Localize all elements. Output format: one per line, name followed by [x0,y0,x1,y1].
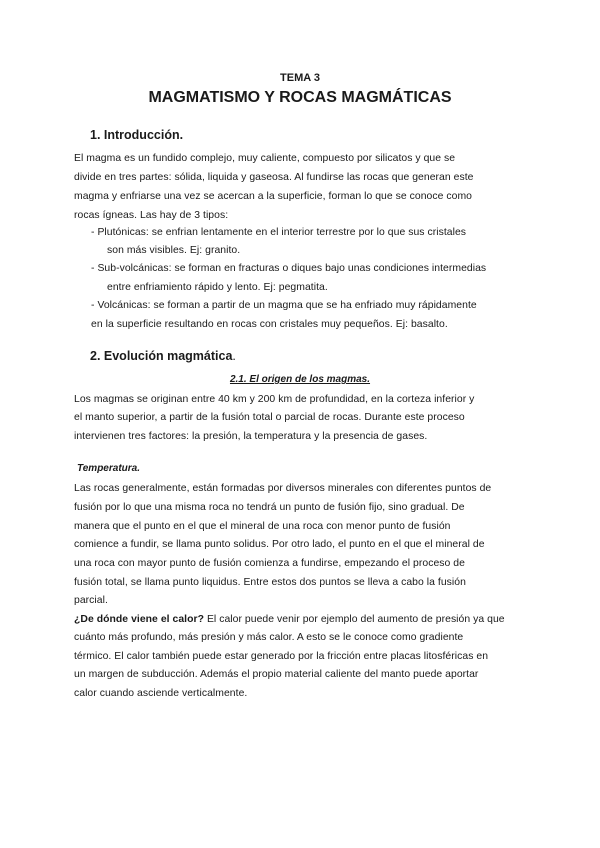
list-item-volcanicas-cont: en la superficie resultando en rocas con cristales muy pequeños. Ej: basalto. [91,319,448,330]
temperature-line: comience a fundir, se llama punto solidus. Por otro lado, el punto en el que el mineral de [74,539,485,550]
heat-paragraph-first-line [74,613,505,626]
intro-line: divide en tres partes: sólida, liquida y gaseosa. Al fundirse las rocas que generan este [74,172,474,183]
section-2-heading [90,349,236,363]
temperature-line: fusión por lo que una misma roca no tendrá un punto de fusión fijo, sino gradual. De [74,502,465,513]
section-2-heading-text: 2. Evolución magmática [90,349,233,363]
section-1-heading: 1. Introducción. [90,128,184,142]
list-item-subvolcanicas-cont: entre enfriamiento rápido y lento. Ej: pegmatita. [107,282,328,293]
temperature-heading: Temperatura. [77,463,140,474]
document-title: MAGMATISMO Y ROCAS MAGMÁTICAS [148,89,452,106]
origin-line: Los magmas se originan entre 40 km y 200 km de profundidad, en la corteza inferior y [74,394,475,405]
temperature-line: manera que el punto en el que el mineral de una roca con menor punto de fusión [74,521,451,532]
temperature-line: una roca con mayor punto de fusión comienza a fundirse, empezando el proceso de [74,558,465,569]
list-item-volcanicas: - Volcánicas: se forman a partir de un magma que se ha enfriado muy rápidamente [91,300,477,311]
tema-label: TEMA 3 [280,72,320,84]
heat-line: cuánto más profundo, más presión y más calor. A esto se le conoce como gradiente [74,632,464,643]
heat-question: ¿De dónde viene el calor? [74,614,205,625]
list-item-plutonicas: - Plutónicas: se enfrian lentamente en el interior terrestre por lo que sus cristales [91,227,467,238]
temperature-line: Las rocas generalmente, están formadas por diversos minerales con diferentes puntos de [74,483,492,494]
origin-line: intervienen tres factores: la presión, la temperatura y la presencia de gases. [74,431,428,442]
heat-line: térmico. El calor también puede estar generado por la fricción entre placas litosféricas en [74,651,489,662]
intro-line: rocas ígneas. Las hay de 3 tipos: [74,210,229,221]
list-item-plutonicas-cont: son más visibles. Ej: granito. [107,245,241,256]
heat-line: calor cuando asciende verticalmente. [74,688,248,699]
origin-line: el manto superior, a partir de la fusión total o parcial de rocas. Durante este proceso [74,412,465,423]
intro-line: magma y enfriarse una vez se acercan a la superficie, forman lo que se conoce como [74,191,472,202]
temperature-line: parcial. [74,595,108,606]
subsection-2-1-heading: 2.1. El origen de los magmas. [229,374,371,385]
temperature-line: fusión total, se llama punto liquidus. Entre estos dos puntos se lleva a cabo la fusión [74,577,466,588]
intro-line: El magma es un fundido complejo, muy caliente, compuesto por silicatos y que se [74,153,456,164]
section-2-heading-period: . [232,349,236,363]
heat-line: un margen de subducción. Además el propio material caliente del manto puede aportar [74,669,479,680]
list-item-subvolcanicas: - Sub-volcánicas: se forman en fracturas o diques bajo unas condiciones intermedias [91,263,487,274]
heat-line: El calor puede venir por ejemplo del aumento de presión ya que [204,614,505,625]
